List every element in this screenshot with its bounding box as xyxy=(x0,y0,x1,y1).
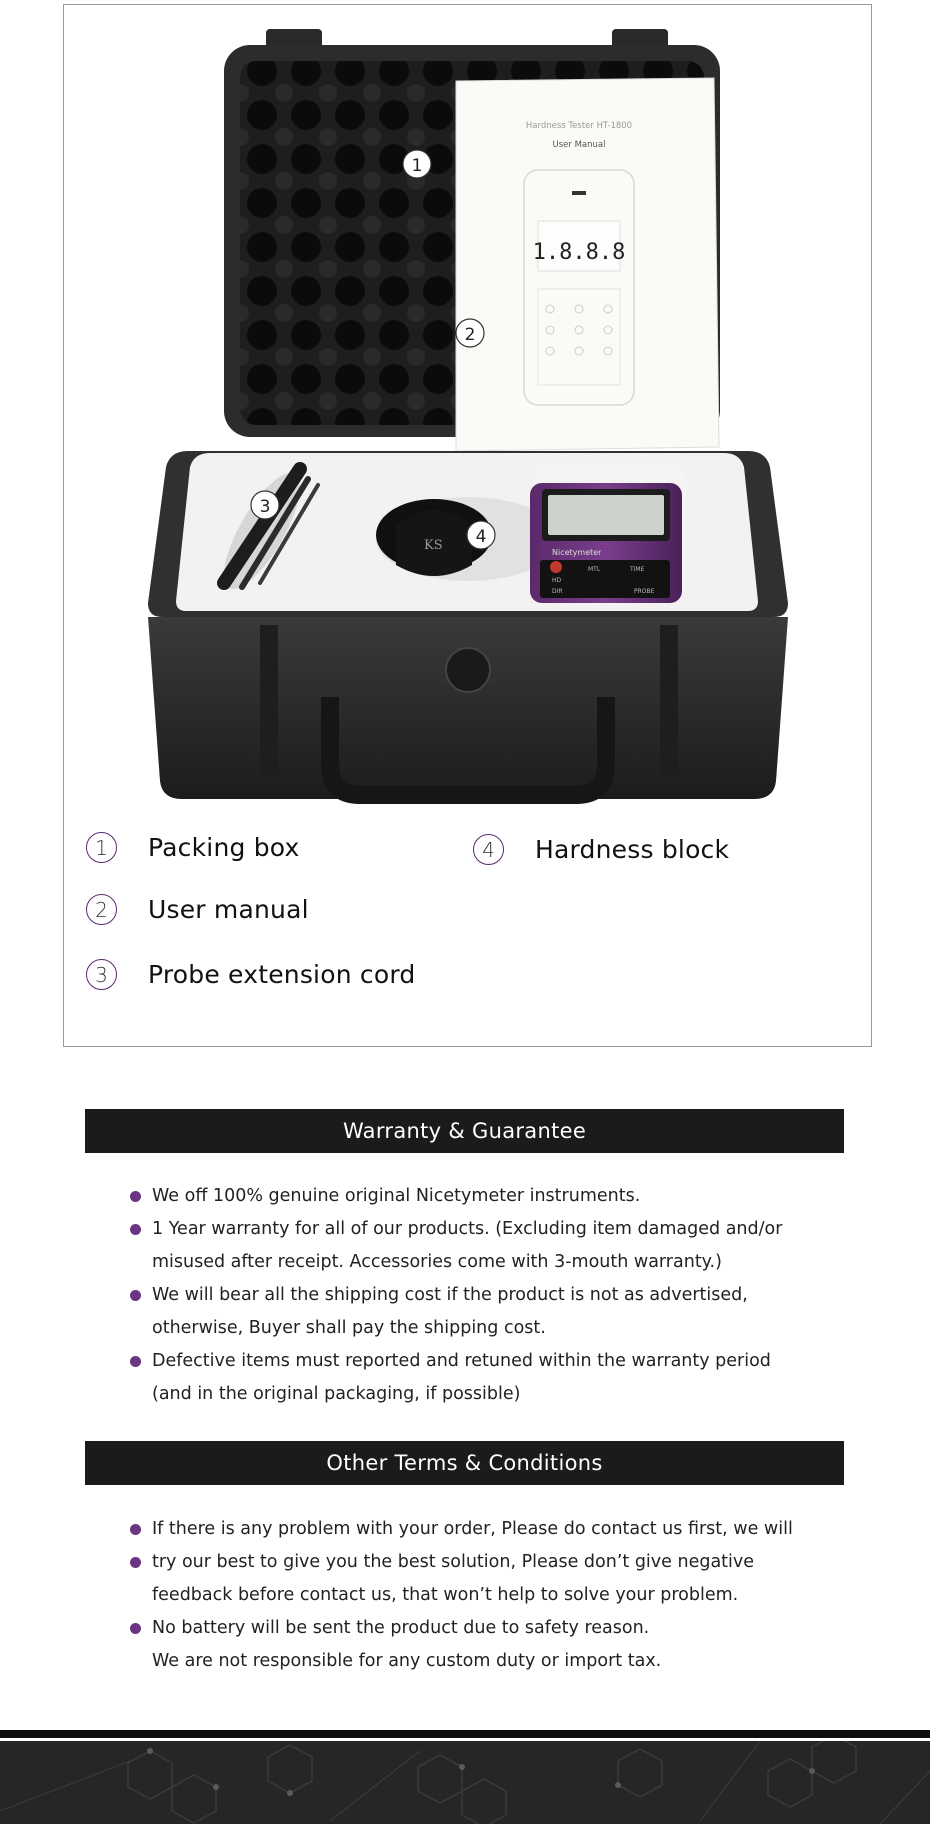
warranty-line: otherwise, Buyer shall pay the shipping cost. xyxy=(152,1318,546,1338)
warranty-heading: Warranty & Guarantee xyxy=(85,1109,844,1153)
warranty-line: (and in the original packaging, if possible) xyxy=(152,1384,521,1404)
case-base xyxy=(148,617,788,799)
footer-hex-banner xyxy=(0,1741,930,1824)
terms-line: No battery will be sent the product due to safety reason. xyxy=(130,1612,850,1645)
device-key-hd: HD xyxy=(552,577,562,584)
warranty-line: We will bear all the shipping cost if the product is not as advertised, xyxy=(130,1279,850,1312)
hardness-tester-device xyxy=(530,465,686,603)
legend-item-hardness-block xyxy=(473,834,729,865)
user-manual-booklet xyxy=(456,78,719,451)
warranty-list xyxy=(130,1180,850,1411)
svg-text:1: 1 xyxy=(411,156,423,176)
device-key-probe: PROBE xyxy=(634,588,655,595)
legend-item-probe-extension-cord xyxy=(86,959,415,990)
device-key-mtl: MTL xyxy=(588,566,601,573)
image-marker-3 xyxy=(251,491,279,519)
svg-text:2: 2 xyxy=(464,325,476,345)
warranty-line: misused after receipt. Accessories come with 3-mouth warranty.) xyxy=(152,1252,722,1272)
svg-text:4: 4 xyxy=(475,527,487,547)
manual-title: Hardness Tester HT-1800 xyxy=(525,121,633,131)
warranty-line: 1 Year warranty for all of our products. (Excluding item damaged and/or xyxy=(130,1213,850,1246)
device-brand: Nicetymeter xyxy=(552,548,602,557)
terms-heading: Other Terms & Conditions xyxy=(85,1441,844,1485)
image-marker-1 xyxy=(403,150,431,178)
legend-number: 3 xyxy=(86,959,117,990)
case-lock-knob xyxy=(446,648,490,692)
device-key-dir: DIR xyxy=(552,588,563,595)
package-contents-panel xyxy=(63,4,872,1047)
terms-line: feedback before contact us, that won’t help to solve your problem. xyxy=(152,1585,739,1605)
legend-label: Packing box xyxy=(148,833,300,862)
warranty-line: We off 100% genuine original Nicetymeter instruments. xyxy=(130,1180,850,1213)
device-key-time: TIME xyxy=(630,566,645,573)
manual-subtitle: User Manual xyxy=(552,140,606,150)
legend-number: 2 xyxy=(86,894,117,925)
terms-line: If there is any problem with your order, Please do contact us first, we will xyxy=(130,1513,850,1546)
footer-divider xyxy=(0,1730,930,1738)
terms-line: try our best to give you the best solution, Please don’t give negative xyxy=(130,1546,850,1579)
image-marker-4 xyxy=(467,521,495,549)
legend-number: 4 xyxy=(473,834,504,865)
legend-label: User manual xyxy=(148,895,309,924)
svg-text:3: 3 xyxy=(259,497,271,517)
image-marker-2 xyxy=(456,319,484,347)
product-case-image xyxy=(64,5,871,815)
legend-item-packing-box xyxy=(86,832,300,863)
legend-label: Probe extension cord xyxy=(148,960,416,989)
manual-display-digits: 1.8.8.8 xyxy=(532,240,626,265)
terms-list xyxy=(130,1513,850,1678)
warranty-line: Defective items must reported and retuned within the warranty period xyxy=(130,1345,850,1378)
block-stamp: KS xyxy=(424,538,443,553)
legend-label: Hardness block xyxy=(535,835,730,864)
legend-number: 1 xyxy=(86,832,117,863)
legend-item-user-manual xyxy=(86,894,309,925)
terms-line: We are not responsible for any custom duty or import tax. xyxy=(152,1651,662,1671)
